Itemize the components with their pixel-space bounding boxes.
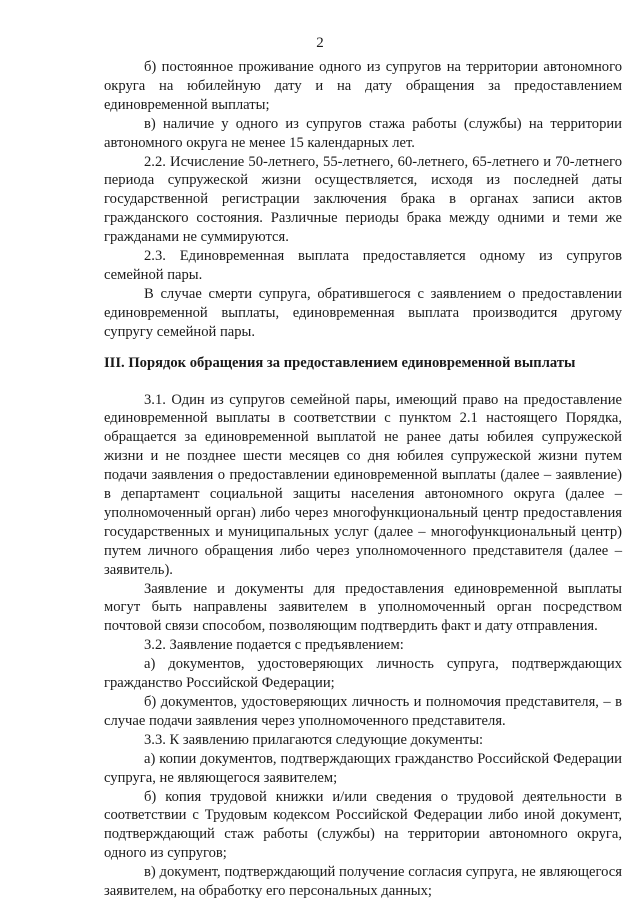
paragraph-3-3-v: в) документ, подтверждающий получение согласия супруга, не являющегося заявителем, на обработку его персональных данных; bbox=[104, 864, 622, 900]
paragraph-3-3-a: а) копии документов, подтверждающих гражданство Российской Федерации супруга, не являющегося заявителем; bbox=[104, 750, 622, 786]
paragraph-2-3: 2.3. Единовременная выплата предоставляется одному из супругов семейной пары. bbox=[104, 248, 622, 283]
section-heading: III. Порядок обращения за предоставлением единовременной выплаты bbox=[104, 354, 576, 371]
paragraph-3-2-a: а) документов, удостоверяющих личность супруга, подтверждающих гражданство Российской Федерации; bbox=[104, 656, 622, 692]
paragraph-3-2: 3.2. Заявление подается с предъявлением: bbox=[144, 637, 404, 654]
paragraph-3-3-b: б) копия трудовой книжки и/или сведения о трудовой деятельности в соответствии с Трудовым кодексом Российской Федерации либо иной документ, подтверждающий стаж работы (службы) на территории автономного округа, одного из супругов; bbox=[104, 788, 622, 862]
paragraph-2-1-b: б) постоянное проживание одного из супругов на территории автономного округа на юбилейную дату и на дату обращения за предоставлением единовременной выплаты; bbox=[104, 59, 622, 113]
paragraph-3-2-b: б) документов, удостоверяющих личность и полномочия представителя, – в случае подачи заявления через уполномоченного представителя. bbox=[104, 694, 622, 729]
paragraph-2-1-v: в) наличие у одного из супругов стажа работы (службы) на территории автономного округа не менее 15 календарных лет. bbox=[104, 115, 622, 151]
page-number: 2 bbox=[316, 35, 324, 51]
document-body bbox=[104, 58, 622, 901]
paragraph-spouse-death: В случае смерти супруга, обратившегося с заявлением о предоставлении единовременной выплаты, единовременная выплата производится другому супругу семейной пары. bbox=[104, 285, 622, 340]
paragraph-3-3: 3.3. К заявлению прилагаются следующие документы: bbox=[144, 731, 484, 748]
paragraph-postal: Заявление и документы для предоставления единовременной выплаты могут быть направлены заявителем в уполномоченный орган посредством почтовой связи способом, позволяющим подтвердить факт и дату отправления. bbox=[104, 580, 622, 635]
paragraph-2-2: 2.2. Исчисление 50-летнего, 55-летнего, 60-летнего, 65-летнего и 70-летнего периода супружеской жизни осуществляется, исходя из последней даты государственной регистрации заключения брака в органах записи актов гражданского состояния. Различные периоды брака между одними и теми же гражданами не суммируются. bbox=[104, 153, 622, 246]
paragraph-3-1: 3.1. Один из супругов семейной пары, имеющий право на предоставление единовременной выплаты в соответствии с пунктом 2.1 настоящего Порядка, обращается за единовременной выплатой не ранее даты юбилея супружеской жизни и не позднее шести месяцев со дня юбилея супружеской жизни путем подачи заявления о предоставлении единовременной выплаты (далее – заявление) в департамент социальной защиты населения автономного округа (далее – уполномоченный орган) либо через многофункциональный центр предоставления государственных и муниципальных услуг (далее – многофункциональный центр) путем личного обращения либо через уполномоченного представителя (далее – заявитель). bbox=[104, 391, 622, 578]
